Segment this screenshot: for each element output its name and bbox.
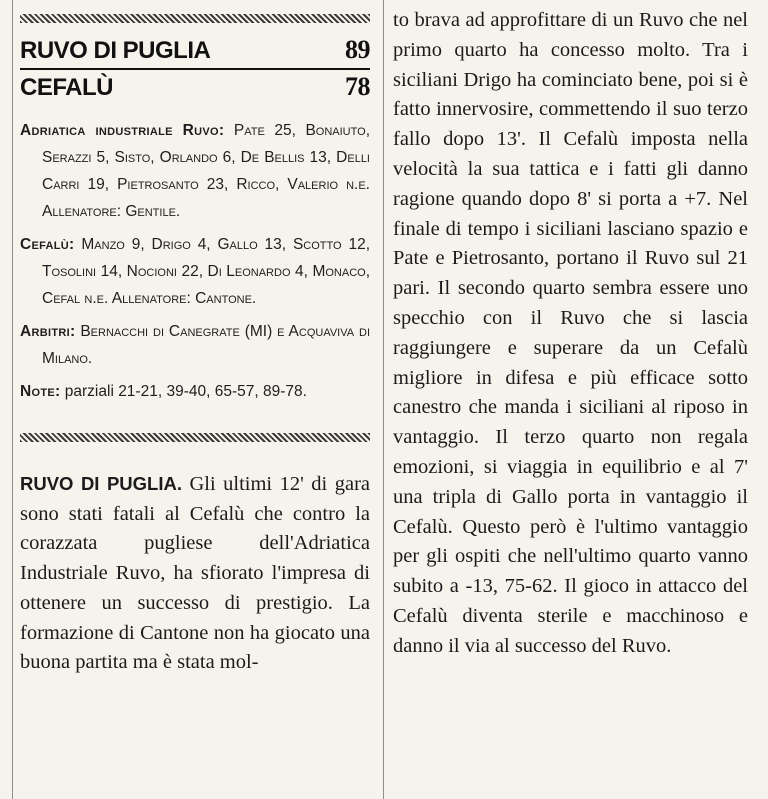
referees-heading: Arbitri: [20, 323, 76, 340]
article-text-left: Gli ultimi 12' di gara sono stati fatali al Cefalù che contro la corazzata pugliese dell'Adriatica Industriale Ruvo, ha sfiorato l'impresa di ottenere un successo di prestigio. La formazione di Cantone non ha giocato una buona partita ma è stata mol- [20, 473, 370, 674]
home-team-score: 89 [345, 35, 370, 64]
left-column [20, 0, 370, 799]
mid-divider [20, 433, 370, 442]
score-divider [20, 68, 370, 70]
away-lineup-heading: Cefalù: [20, 236, 75, 253]
article-dateline: RUVO DI PUGLIA. [20, 473, 182, 494]
away-lineup [20, 231, 370, 312]
article-body-right [393, 6, 748, 662]
home-lineup-text: Pate 25, Bonaiuto, Serazzi 5, Sisto, Orlando 6, De Bellis 13, Delli Carri 19, Pietrosanto 23, Ricco, Valerio n.e. Allenatore: Gentile. [42, 122, 370, 220]
top-divider [20, 14, 370, 23]
notes-heading: Note: [20, 383, 61, 400]
score-box [20, 35, 370, 103]
home-team-name: RUVO DI PUGLIA [20, 37, 211, 64]
article-text-right: to brava ad approfittare di un Ruvo che nel primo quarto ha concesso molto. Tra i siciliani Drigo ha cominciato bene, poi si è fatto innervosire, commettendo il suo terzo fallo dopo 13'. Il Cefalù imposta nella velocità la sua tattica e i fatti gli danno ragione quando dopo 8' si porta a +7. Nel finale di tempo i siciliani lasciano spazio e Pate e Pietrosanto, portano il Ruvo sul 21 pari. Il secondo quarto sembra essere uno specchio con il Ruvo che si lascia raggiungere e superare da un Cefalù migliore in difesa e più efficace sotto canestro che manda i siciliani al riposo in vantaggio. Il terzo quarto non regala emozioni, si viaggia in equilibrio e al 7' una tripla di Gallo porta in vantaggio il Cefalù. Questo però è l'ultimo vantaggio per gli ospiti che nell'ultimo quarto vanno subito a -13, 75-62. Il gioco in attacco del Cefalù diventa sterile e macchinoso e danno il via al successo del Ruvo. [393, 9, 748, 657]
home-score-row [20, 35, 370, 66]
column-rule-left [12, 0, 13, 799]
away-team-score: 78 [345, 72, 370, 101]
box-score-details [20, 117, 370, 405]
notes-text: parziali 21-21, 39-40, 65-57, 89-78. [64, 383, 307, 400]
away-team-name: CEFALÙ [20, 74, 113, 101]
home-lineup-heading: Adriatica industriale Ruvo: [20, 122, 225, 139]
away-lineup-text: Manzo 9, Drigo 4, Gallo 13, Scotto 12, Tosolini 14, Nocioni 22, Di Leonardo 4, Monaco, Cefal n.e. Allenatore: Cantone. [42, 236, 370, 307]
home-lineup [20, 117, 370, 225]
referees [20, 318, 370, 372]
notes [20, 378, 370, 405]
right-column [393, 0, 748, 799]
column-rule-middle [383, 0, 384, 799]
article-body-left [20, 469, 370, 678]
referees-text: Bernacchi di Canegrate (MI) e Acquaviva di Milano. [42, 323, 370, 367]
away-score-row [20, 72, 370, 103]
